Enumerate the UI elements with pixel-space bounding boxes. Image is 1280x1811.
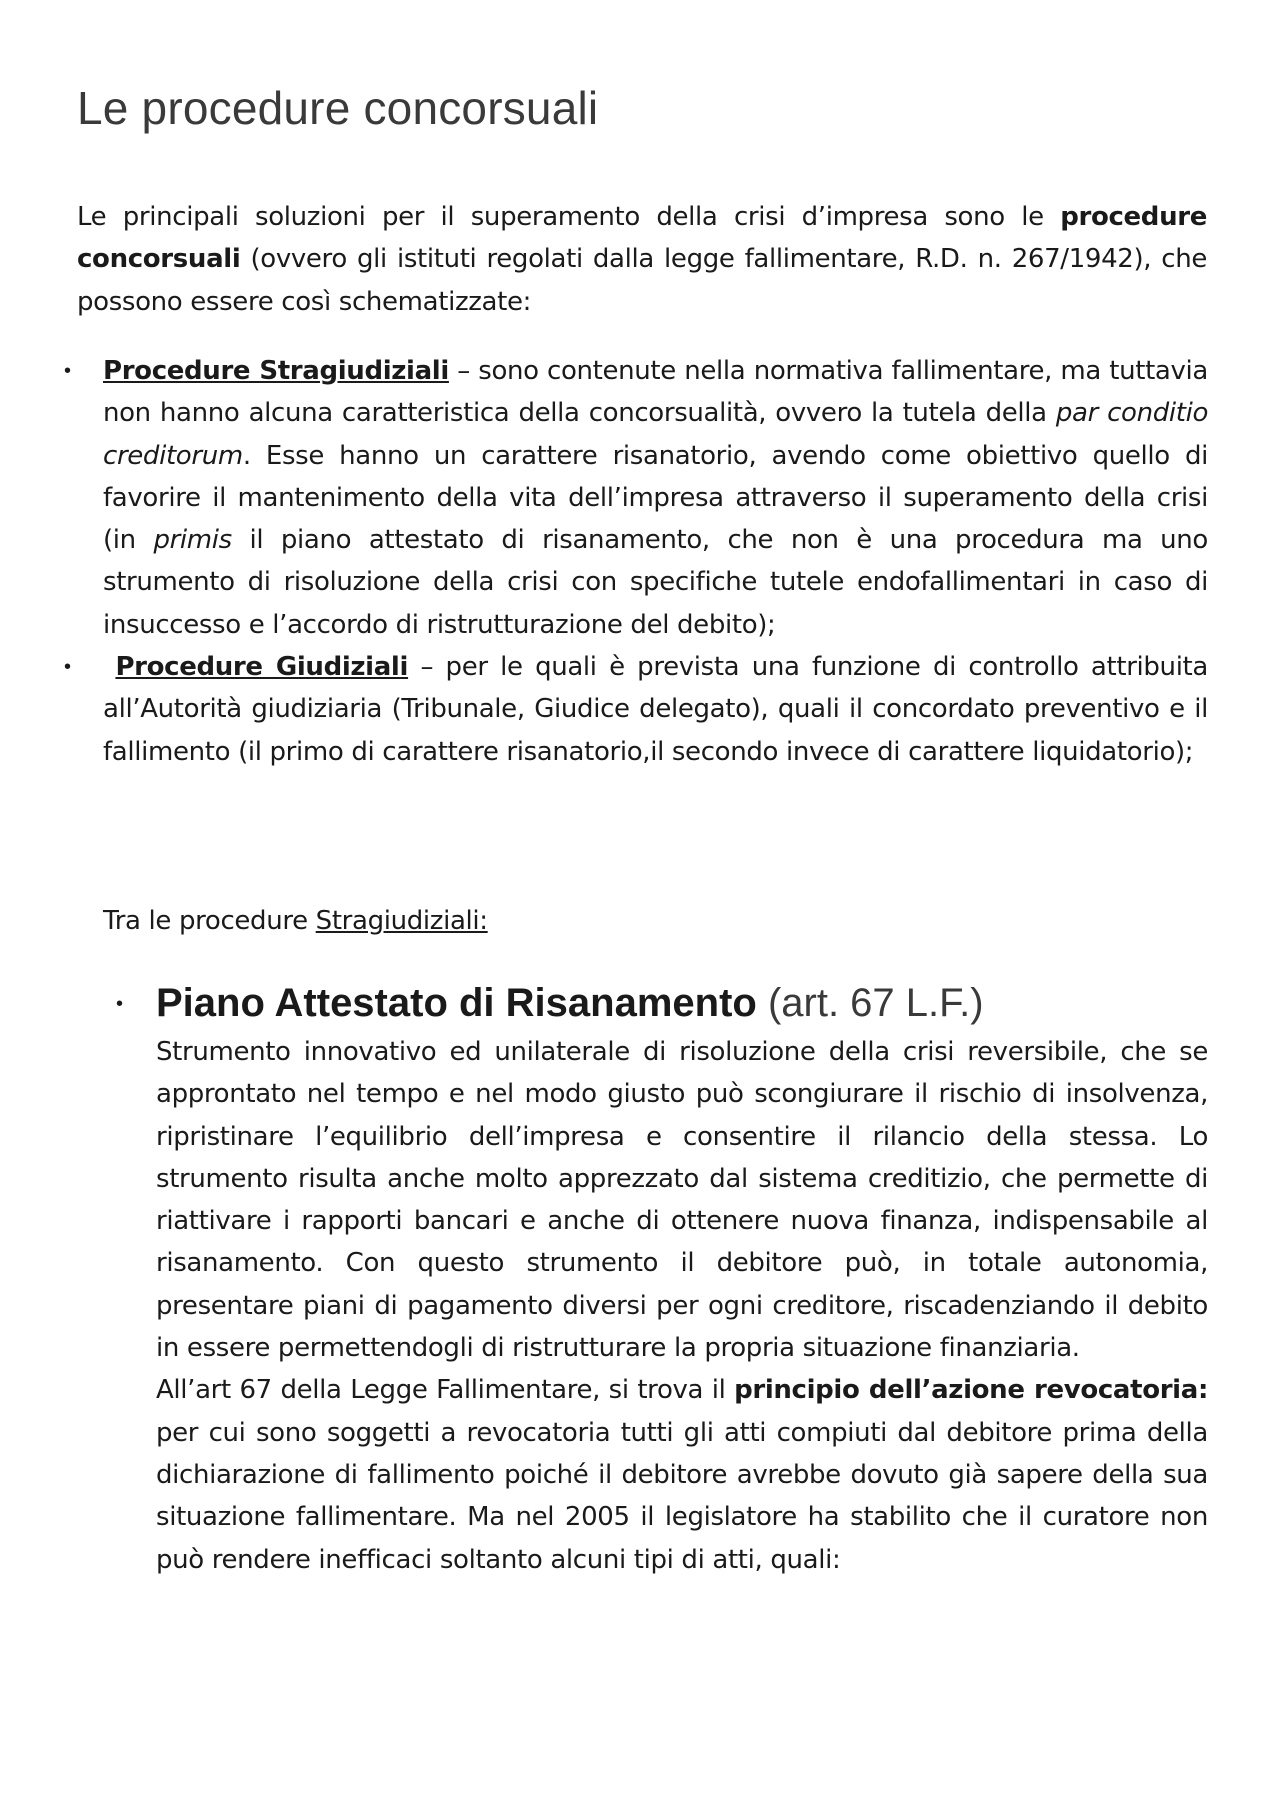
page-title: Le procedure concorsuali xyxy=(77,82,599,134)
intro-text-start: Le principali soluzioni per il superamento della crisi d’impresa sono le xyxy=(77,202,1061,232)
piano-paragraph-2 xyxy=(156,1369,1208,1580)
piano-heading-bold: Piano Attestato di Risanamento xyxy=(156,981,757,1025)
bullet-icon: • xyxy=(64,656,72,679)
giudiziali-text-part1: – per le quali è prevista una funzione di controllo attribuita all’Autorità giudiziaria (Tribunale, Giudice delegato), quali il concordato preventivo e il fallimento (il primo di carattere risanatorio,il secondo invece di carattere liquidatorio); xyxy=(103,652,1208,767)
list-item-giudiziali xyxy=(0,646,1280,773)
piano-attestato-section xyxy=(0,975,1280,1581)
stragiudiziali-text-part2: . Esse hanno un carattere risanatorio, avendo come obiettivo quello di favorire il mantenimento della vita dell’impresa attraverso il superamento della crisi (in xyxy=(103,440,1208,556)
intro-text-end: (ovvero gli istituti regolati dalla legge fallimentare, R.D. n. 267/1942), che possono essere così schematizzate: xyxy=(77,244,1207,317)
piano-para2-start: All’art 67 della Legge Fallimentare, si trova il xyxy=(156,1375,735,1406)
bullet-icon: • xyxy=(116,993,124,1015)
stragiudiziali-text-part3: il piano attestato di risanamento, che non è una procedura ma uno strumento di risoluzione della crisi con specifiche tutele endofallimentari in caso di insuccesso e l’accordo di ristrutturazione del debito); xyxy=(103,525,1208,640)
bullet-icon: • xyxy=(64,360,72,382)
stragiudiziali-title: Procedure Stragiudiziali xyxy=(103,356,449,386)
stragiudiziali-text xyxy=(103,350,1208,646)
piano-heading xyxy=(156,975,1280,1031)
stragiudiziali-intro-text: Tra le procedure xyxy=(103,906,316,936)
stragiudiziali-intro xyxy=(103,900,1203,942)
procedures-list xyxy=(0,350,1280,773)
giudiziali-text xyxy=(103,646,1208,773)
primis-italic: primis xyxy=(153,525,232,556)
stragiudiziali-text-part1: – sono contenute nella normativa fallimentare, ma tuttavia non hanno alcuna caratteristica della concorsualità, ovvero la tutela della xyxy=(103,356,1208,429)
revocatoria-bold: principio dell’azione revocatoria: xyxy=(734,1375,1208,1406)
list-item-stragiudiziali xyxy=(0,350,1280,646)
stragiudiziali-intro-underlined: Stragiudiziali: xyxy=(315,906,488,936)
piano-paragraph-1: Strumento innovativo ed unilaterale di risoluzione della crisi reversibile, che se approntato nel tempo e nel modo giusto può scongiurare il rischio di insolvenza, ripristinare l’equilibrio dell’impresa e consentire il rilancio della stessa. Lo strumento risulta anche molto apprezzato dal sistema creditizio, che permette di riattivare i rapporti bancari e anche di ottenere nuova finanza, indispensabile al risanamento. Con questo strumento il debitore può, in totale autonomia, presentare piani di pagamento diversi per ogni creditore, riscadenziando il debito in essere permettendogli di ristrutturare la propria situazione finanziaria. xyxy=(156,1037,1208,1364)
intro-paragraph xyxy=(77,196,1207,323)
par-conditio-italic: par conditio creditorum xyxy=(103,398,1208,471)
piano-heading-ref: (art. 67 L.F.) xyxy=(756,981,984,1025)
giudiziali-title: Procedure Giudiziali xyxy=(115,652,409,683)
piano-para2-end: per cui sono soggetti a revocatoria tutti gli atti compiuti dal debitore prima della dichiarazione di fallimento poiché il debitore avrebbe dovuto già sapere della sua situazione fallimentare. Ma nel 2005 il legislatore ha stabilito che il curatore non può rendere inefficaci soltanto alcuni tipi di atti, quali: xyxy=(156,1417,1208,1575)
intro-bold-term: procedure concorsuali xyxy=(77,202,1207,275)
